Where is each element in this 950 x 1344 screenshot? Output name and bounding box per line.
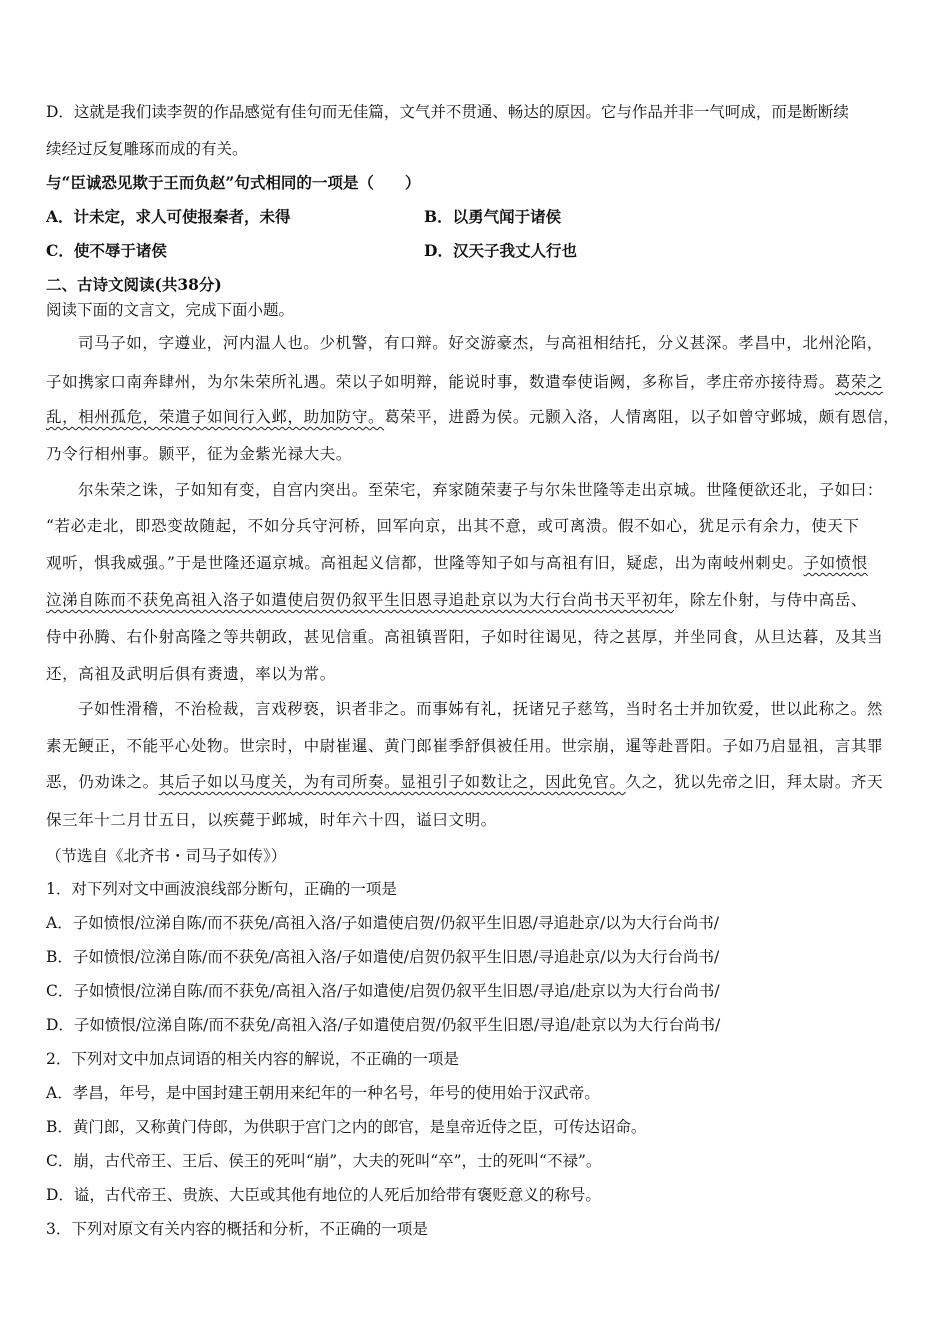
passage-p1-line2 bbox=[46, 372, 883, 392]
question-2-option-b: B．黄门郎，又称黄门侍郎，为供职于宫门之内的郎官，是皇帝近侍之臣，可传达诏命。 bbox=[46, 1118, 647, 1136]
passage-p2-line4 bbox=[46, 590, 867, 610]
question-2-option-a: A．孝昌，年号，是中国封建王朝用来纪年的一种名号，年号的使用始于汉武帝。 bbox=[46, 1084, 600, 1102]
passage-p2-line5: 侍中孙腾、右仆射高隆之等共朝政，甚见信重。高祖镇晋阳，子如时往谒见，待之甚厚，并坐同食，从旦达暮，及其当 bbox=[46, 628, 884, 646]
text-span: 子如携家口南奔肆州，为尔朱荣所礼遇。荣以子如明辩，能说时事，数遣奉使诣阙，多称旨，孝庄帝亦接待焉。 bbox=[46, 373, 835, 391]
syntax-question-row-ab bbox=[46, 207, 562, 227]
passage-p2-line6: 还，高祖及武明后俱有赉遗，率以为常。 bbox=[46, 665, 336, 683]
passage-p1-line4: 乃令行相州事。颢平，征为金紫光禄大夫。 bbox=[46, 445, 352, 463]
passage-p1-line1: 司马子如，字遵业，河内温人也。少机警，有口辩。好交游豪杰，与高祖相结托，分义甚深。孝昌中，北州沦陷， bbox=[78, 334, 884, 352]
underlined-text: 乱，相州孤危，荣遣子如间行入邺，助加防守。 bbox=[46, 408, 385, 426]
underlined-text: 葛荣之 bbox=[834, 373, 884, 391]
passage-p2-line1: 尔朱荣之诛，子如知有变，自宫内突出。至荣宅，弃家随荣妻子与尔朱世隆等走出京城。世隆便欲还北，子如曰： bbox=[78, 481, 884, 499]
syntax-option-b: B．以勇气闻于诸侯 bbox=[424, 207, 562, 226]
passage-p3-line2: 素无鲠正，不能平心处物。世宗时，中尉崔暹、黄门郎崔季舒俱被任用。世宗崩，暹等赴晋阳。子如乃启显祖，言其罪 bbox=[46, 737, 884, 755]
syntax-option-d: D．汉天子我丈人行也 bbox=[424, 241, 577, 260]
passage-p2-line2: “若必走北，即恐变故随起，不如分兵守河桥，回军向京，出其不意，或可离溃。假不如心，犹足示有余力，使天下 bbox=[46, 517, 860, 535]
question-2-option-c: C．崩，古代帝王、王后、侯王的死叫“崩”，大夫的死叫“卒”，士的死叫“不禄”。 bbox=[46, 1152, 602, 1170]
syntax-option-a: A．计未定，求人可使报秦者，未得 bbox=[46, 207, 291, 226]
text-span: 观听，惧我威强。”于是世隆还逼京城。高祖起义信都，世隆等知子如与高祖有旧，疑虑，出为南岐州刺史。 bbox=[46, 554, 804, 572]
passage-p3-line4: 保三年十二月廿五日，以疾薨于邺城，时年六十四，谥曰文明。 bbox=[46, 811, 497, 829]
syntax-question-row-cd bbox=[46, 241, 577, 261]
passage-p1-line3 bbox=[46, 407, 899, 427]
question-1-option-b: B．子如愤恨/泣涕自陈/而不获免/高祖入洛/子如遣使/启贺仍叙平生旧恩/寻追赴京/以为大行台尚书/ bbox=[46, 948, 720, 966]
prev-option-d-line2: 续经过反复雕琢而成的有关。 bbox=[46, 140, 248, 158]
wavy-underlined-text: 泣涕自陈而不获免高祖入洛子如遣使启贺仍叙平生旧恩寻追赴京以为大行台尚书天平初年 bbox=[46, 591, 674, 609]
question-2-option-d: D．谥，古代帝王、贵族、大臣或其他有地位的人死后加给带有褒贬意义的称号。 bbox=[46, 1186, 601, 1204]
text-span: 久之，犹以先帝之旧，拜太尉。齐天 bbox=[625, 773, 884, 791]
text-span: 恶，仍劝诛之。 bbox=[46, 773, 159, 791]
text-span: ，除左仆射，与侍中高岳、 bbox=[673, 591, 868, 609]
passage-p2-line3 bbox=[46, 553, 868, 573]
section-instruction: 阅读下面的文言文，完成下面小题。 bbox=[46, 301, 295, 319]
question-1-option-d: D．子如愤恨/泣涕自陈/而不获免/高祖入洛/子如遣使启贺/仍叙平生旧恩/寻追/赴京以为大行台尚书/ bbox=[46, 1016, 721, 1034]
passage-source: （节选自《北齐书・司马子如传》） bbox=[46, 847, 287, 865]
passage-p3-line3 bbox=[46, 772, 883, 792]
question-2-stem: 2．下列对文中加点词语的相关内容的解说，不正确的一项是 bbox=[46, 1050, 459, 1068]
question-1-stem: 1．对下列对文中画波浪线部分断句，正确的一项是 bbox=[46, 880, 397, 898]
wavy-underlined-text: 子如愤恨 bbox=[803, 554, 868, 572]
question-1-option-c: C．子如愤恨/泣涕自陈/而不获免/高祖入洛/子如遣使/启贺仍叙平生旧恩/寻追/赴京以为大行台尚书/ bbox=[46, 982, 720, 1000]
question-3-stem: 3．下列对原文有关内容的概括和分析，不正确的一项是 bbox=[46, 1220, 428, 1238]
syntax-question-stem: 与“臣诚恐见欺于王而负赵”句式相同的一项是（ ） bbox=[46, 173, 421, 192]
passage-p3-line1: 子如性滑稽，不治检裁，言戏秽亵，识者非之。而事姊有礼，抚诸兄子慈笃，当时名士并加钦爱，世以此称之。然 bbox=[78, 700, 884, 718]
section-heading: 二、古诗文阅读(共38分) bbox=[46, 275, 222, 294]
text-span: 葛荣平，进爵为侯。元颢入洛，人情离阻，以子如曾守邺城，颇有恩信， bbox=[384, 408, 900, 426]
question-1-option-a: A．子如愤恨/泣涕自陈/而不获免/高祖入洛/子如遣使启贺/仍叙平生旧恩/寻追赴京/以为大行台尚书/ bbox=[46, 914, 719, 932]
underlined-text: 其后子如以马度关，为有司所奏。显祖引子如数让之，因此免官。 bbox=[158, 773, 626, 791]
prev-option-d-line1: D．这就是我们读李贺的作品感觉有佳句而无佳篇，文气并不贯通、畅达的原因。它与作品并非一气呵成，而是断断续 bbox=[46, 103, 849, 121]
syntax-option-c: C．使不辱于诸侯 bbox=[46, 241, 167, 260]
